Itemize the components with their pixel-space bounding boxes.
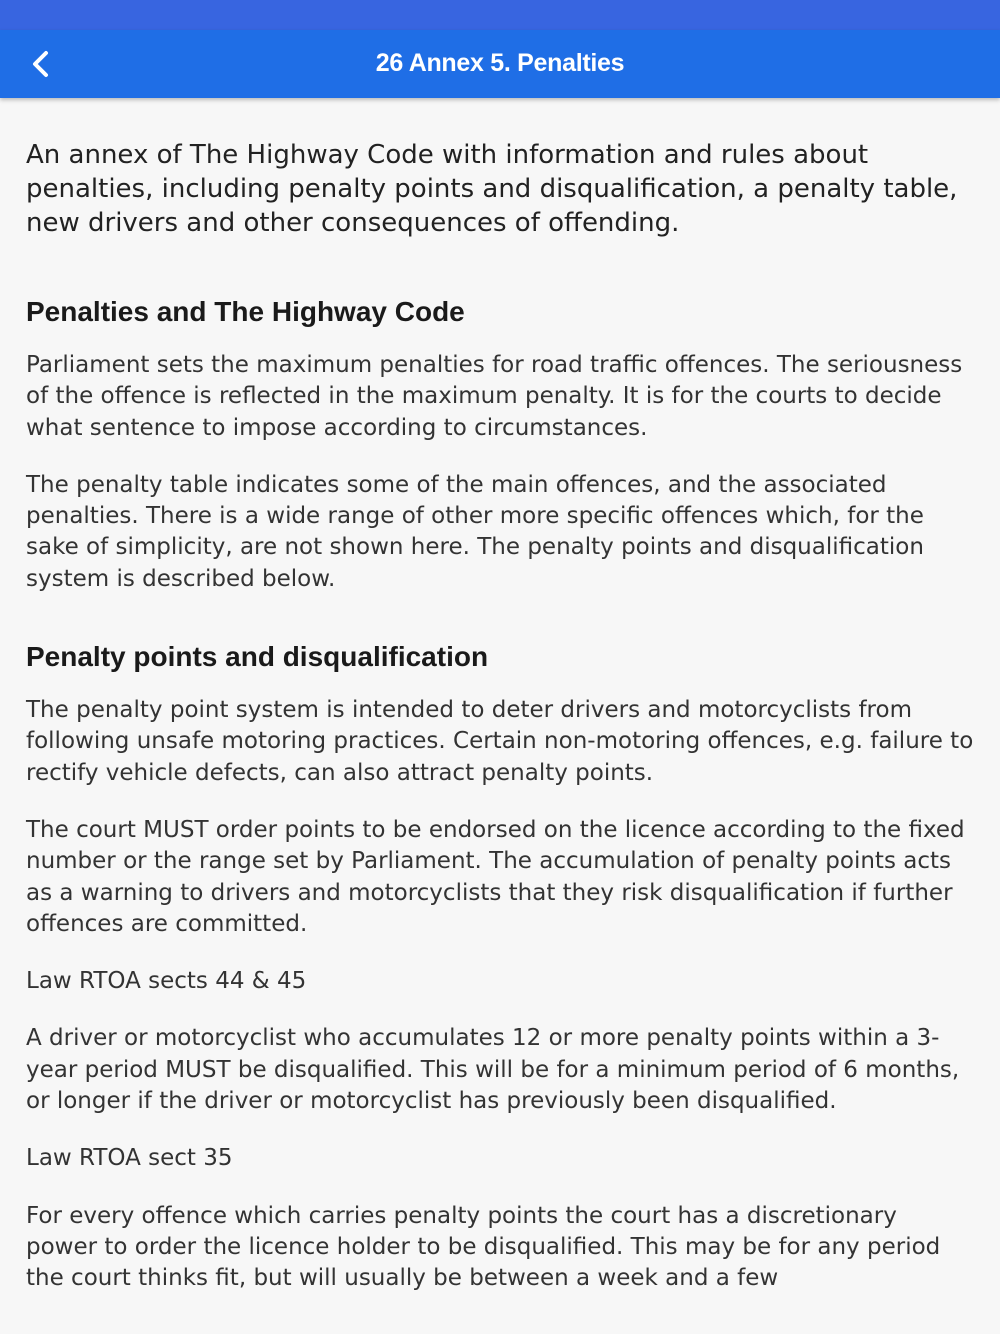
page-title: 26 Annex 5. Penalties [375, 49, 625, 77]
law-reference: Law RTOA sects 44 & 45 [26, 968, 307, 995]
paragraph: A driver or motorcyclist who accumulates 12 or more penalty points within a 3-year period MUST be disqualified. This will be for a minimum period of 6 months, or longer if the driver or motorcyclist has previously been disqualified. [26, 1025, 960, 1115]
article-content [0, 98, 1000, 1295]
paragraph: The penalty point system is intended to deter drivers and motorcyclists from following unsafe motoring practices. Certain non-motoring offences, e.g. failure to rectify vehicle defects, can also attract penalty points. [26, 697, 974, 786]
navigation-bar [0, 30, 1000, 98]
section-heading: Penalties and The Highway Code [26, 296, 465, 327]
paragraph: The penalty table indicates some of the main offences, and the associated penalties. There is a wide range of other more specific offences which, for the sake of simplicity, are not shown here. The penalty points and disqualification system is described below. [26, 471, 924, 592]
paragraph: For every offence which carries penalty points the court has a discretionary power to order the licence holder to be disqualified. This may be for any period the court thinks fit, but will usually be between a week and a few [26, 1202, 941, 1292]
law-reference: Law RTOA sect 35 [26, 1145, 233, 1172]
intro-text: An annex of The Highway Code with information and rules about penalties, including penalty points and disqualification, a penalty table, new drivers and other consequences of offending. [26, 140, 958, 238]
paragraph: Parliament sets the maximum penalties for road traffic offences. The seriousness of the offence is reflected in the maximum penalty. It is for the courts to decide what sentence to impose according to circumstances. [26, 352, 963, 441]
back-button[interactable] [16, 38, 68, 90]
section-heading: Penalty points and disqualification [26, 641, 489, 673]
paragraph: The court MUST order points to be endorsed on the licence according to the fixed number or the range set by Parliament. The accumulation of penalty points acts as a warning to drivers and motorcyclists that they risk disqualification if further offences are committed. [26, 816, 965, 937]
status-bar [0, 0, 1000, 30]
chevron-left-icon [27, 49, 57, 79]
